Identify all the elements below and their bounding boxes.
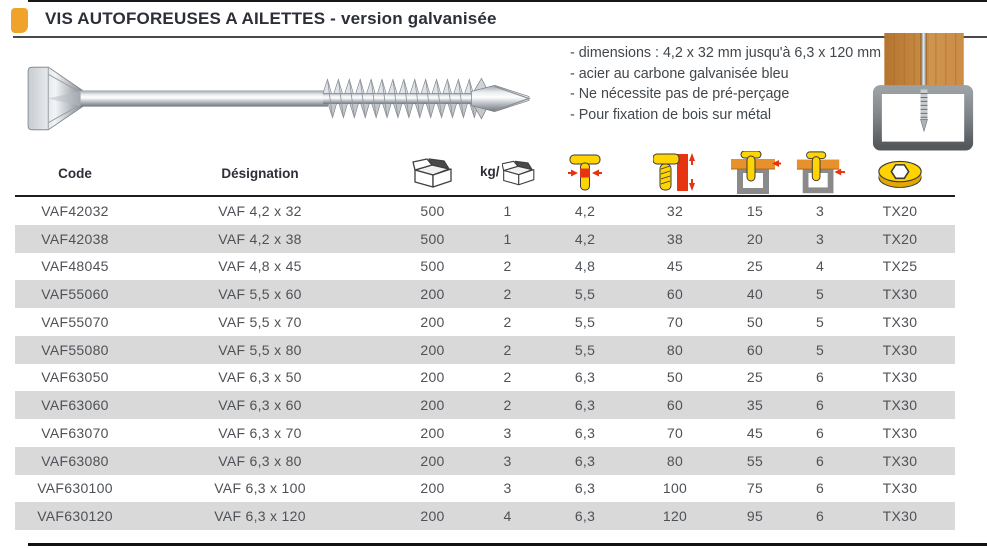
column-header-designation: Désignation: [221, 165, 299, 181]
feature-item: - acier au carbone galvanisée bleu: [570, 65, 789, 82]
table-cell: VAF63080: [41, 452, 109, 469]
table-cell: 60: [666, 286, 684, 303]
feature-item: - Pour fixation de bois sur métal: [570, 106, 772, 123]
table-cell: VAF55060: [41, 286, 109, 303]
table-cell: 5,5: [574, 286, 596, 303]
column-header-diameter: [535, 153, 635, 193]
column-header-code: Code: [58, 165, 92, 181]
table-cell: 45: [746, 424, 764, 441]
table-row: [15, 447, 955, 475]
table-cell: TX30: [882, 397, 918, 414]
torx-bit-icon: [875, 157, 925, 190]
kg-label: kg/: [480, 164, 500, 179]
table-cell: 2: [503, 313, 512, 330]
table-cell: 100: [662, 480, 688, 497]
table-cell: 60: [746, 341, 764, 358]
table-row: [15, 502, 955, 530]
table-cell: 4: [503, 508, 512, 525]
table-cell: VAF630100: [37, 480, 113, 497]
table-cell: 200: [420, 397, 445, 414]
table-cell: 2: [503, 258, 512, 275]
column-header-drive: [845, 157, 955, 190]
table-cell: VAF 6,3 x 60: [218, 397, 302, 414]
table-cell: TX30: [882, 452, 918, 469]
table-cell: 200: [420, 341, 445, 358]
table-row: [15, 475, 955, 503]
table-cell: 15: [746, 202, 764, 219]
table-cell: 2: [503, 397, 512, 414]
table-cell: 50: [746, 313, 764, 330]
table-cell: 6,3: [574, 452, 596, 469]
table-cell: TX30: [882, 286, 918, 303]
table-cell: 38: [666, 230, 684, 247]
table-cell: VAF 6,3 x 100: [214, 480, 306, 497]
table-cell: 6: [815, 424, 825, 441]
table-cell: VAF 6,3 x 80: [218, 452, 302, 469]
table-cell: 500: [420, 202, 445, 219]
table-cell: VAF63050: [41, 369, 109, 386]
table-cell: TX30: [882, 508, 918, 525]
table-cell: VAF63070: [41, 424, 109, 441]
table-cell: 6,3: [574, 424, 596, 441]
screw-drill-tip: [471, 85, 529, 111]
table-row: [15, 225, 955, 253]
table-cell: VAF 6,3 x 50: [218, 369, 302, 386]
table-cell: VAF55080: [41, 341, 109, 358]
bottom-border-line: [28, 543, 987, 546]
screw-tip: [921, 119, 928, 131]
table-cell: 4: [815, 258, 825, 275]
table-cell: TX30: [882, 369, 918, 386]
table-cell: TX30: [882, 341, 918, 358]
table-cell: TX30: [882, 424, 918, 441]
feature-item: - dimensions : 4,2 x 32 mm jusqu'à 6,3 x 120 mm: [570, 45, 882, 61]
table-row: [15, 197, 955, 225]
column-header-length: [635, 153, 715, 193]
table-cell: VAF630120: [37, 508, 113, 525]
table-cell: 70: [666, 424, 684, 441]
table-cell: 200: [420, 480, 445, 497]
table-cell: VAF 4,2 x 38: [218, 230, 302, 247]
table-cell: VAF48045: [41, 258, 109, 275]
table-cell: 3: [503, 424, 512, 441]
table-cell: TX30: [882, 313, 918, 330]
table-cell: 4,2: [574, 230, 596, 247]
table-cell: TX20: [882, 202, 918, 219]
table-cell: 95: [746, 508, 764, 525]
table-cell: 6,3: [574, 480, 596, 497]
table-cell: 3: [503, 480, 512, 497]
table-cell: 5: [815, 286, 825, 303]
title-underline: [13, 36, 987, 38]
table-row: [15, 364, 955, 392]
table-cell: 6: [815, 397, 825, 414]
table-cell: 45: [666, 258, 684, 275]
table-cell: 35: [746, 397, 764, 414]
table-cell: 60: [666, 397, 684, 414]
wood-thickness-icon: [729, 151, 781, 195]
column-header-qty-per-box: [385, 158, 480, 188]
feature-item: - Ne nécessite pas de pré-perçage: [570, 86, 790, 103]
table-header: [15, 150, 955, 196]
table-cell: 6,3: [574, 508, 596, 525]
table-cell: VAF 6,3 x 70: [218, 424, 302, 441]
table-cell: VAF 4,8 x 45: [218, 258, 302, 275]
top-border-line: [28, 0, 987, 2]
table-cell: 5,5: [574, 313, 596, 330]
table-cell: 200: [420, 508, 445, 525]
table-cell: 6: [815, 508, 825, 525]
table-cell: 1: [503, 202, 512, 219]
table-cell: VAF 4,2 x 32: [218, 202, 302, 219]
table-row: [15, 253, 955, 281]
metal-thickness-icon: [795, 151, 845, 195]
column-header-metal-thickness: [795, 151, 845, 195]
table-cell: 32: [666, 202, 684, 219]
table-body: [15, 197, 955, 530]
table-cell: 1: [503, 230, 512, 247]
table-cell: 2: [503, 341, 512, 358]
table-cell: 6: [815, 452, 825, 469]
table-cell: 50: [666, 369, 684, 386]
box-icon: [502, 160, 535, 186]
page-title: VIS AUTOFOREUSES A AILETTES - version galvanisée: [45, 9, 497, 28]
table-cell: TX30: [882, 480, 918, 497]
table-cell: VAF 6,3 x 120: [214, 508, 306, 525]
table-cell: 75: [746, 480, 764, 497]
table-cell: 3: [815, 230, 825, 247]
table-cell: 80: [666, 341, 684, 358]
table-row: [15, 280, 955, 308]
table-cell: 25: [746, 369, 764, 386]
screw-length-icon: [653, 153, 697, 193]
table-cell: 20: [746, 230, 764, 247]
table-cell: 500: [420, 230, 445, 247]
table-cell: 6: [815, 480, 825, 497]
table-cell: 25: [746, 258, 764, 275]
table-cell: 6,3: [574, 397, 596, 414]
table-cell: VAF 5,5 x 70: [218, 313, 302, 330]
table-cell: VAF63060: [41, 397, 109, 414]
table-cell: 5,5: [574, 341, 596, 358]
table-cell: 3: [815, 202, 825, 219]
table-cell: 4,8: [574, 258, 596, 275]
table-cell: 6: [815, 369, 825, 386]
table-row: [15, 308, 955, 336]
table-cell: 4,2: [574, 202, 596, 219]
table-cell: TX20: [882, 230, 918, 247]
table-row: [15, 336, 955, 364]
column-header-kg-per-box: [480, 160, 535, 186]
table-row: [15, 419, 955, 447]
screw-shank: [81, 90, 328, 106]
table-cell: TX25: [882, 258, 918, 275]
table-cell: 200: [420, 313, 445, 330]
table-cell: 2: [503, 369, 512, 386]
table-cell: 80: [666, 452, 684, 469]
table-cell: 55: [746, 452, 764, 469]
table-cell: 5: [815, 341, 825, 358]
table-cell: 120: [662, 508, 688, 525]
table-cell: VAF 5,5 x 80: [218, 341, 302, 358]
feature-list: [570, 43, 881, 125]
table-cell: 2: [503, 286, 512, 303]
table-cell: 70: [666, 313, 684, 330]
box-icon: [412, 158, 454, 188]
table-cell: 200: [420, 369, 445, 386]
table-cell: VAF42038: [41, 230, 109, 247]
table-cell: 5: [815, 313, 825, 330]
table-cell: VAF55070: [41, 313, 109, 330]
screw-product-image: [22, 50, 532, 146]
accent-square: [11, 8, 28, 33]
column-header-wood-thickness: [715, 151, 795, 195]
table-cell: VAF42032: [41, 202, 109, 219]
table-cell: 6,3: [574, 369, 596, 386]
screw-diameter-icon: [567, 153, 603, 193]
table-cell: 500: [420, 258, 445, 275]
wood-on-metal-photo: [866, 33, 986, 152]
table-cell: 3: [503, 452, 512, 469]
table-row: [15, 391, 955, 419]
table-cell: 200: [420, 424, 445, 441]
table-cell: 40: [746, 286, 764, 303]
table-cell: 200: [420, 452, 445, 469]
table-cell: VAF 5,5 x 60: [218, 286, 302, 303]
table-cell: 200: [420, 286, 445, 303]
